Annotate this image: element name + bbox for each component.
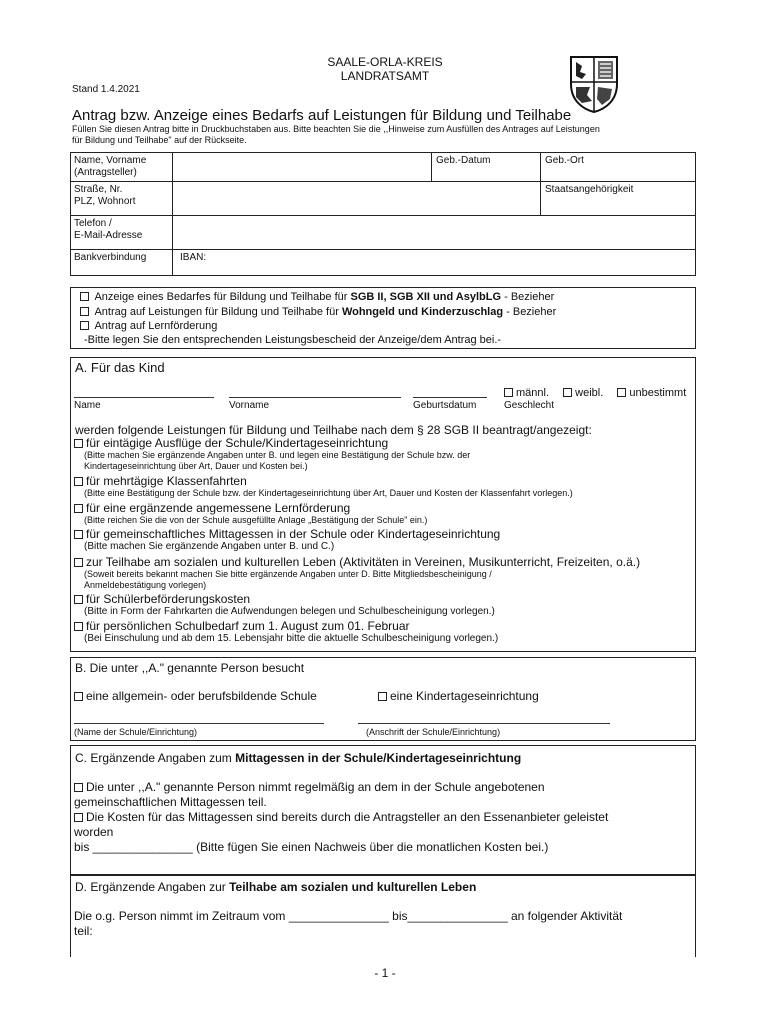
activity-period-line: Die o.g. Person nimmt im Zeitraum vom _______________ bis_______________ an folgender Aktivität [74,909,623,923]
benefit-note: (Bitte in Form der Fahrkarten die Aufwendungen belegen und Schulbescheinigung vorlegen.) [84,606,495,617]
name-label: Name, Vorname (Antragsteller) [74,155,147,178]
benefit-item [74,527,500,553]
option-wohngeld: Antrag auf Leistungen für Bildung und Teilhabe für Wohngeld und Kinderzuschlag - Bezieher [80,306,556,319]
kita-checkbox[interactable] [378,692,387,701]
section-c-heading: C. Ergänzende Angaben zum Mittagessen in der Schule/Kindertageseinrichtung [75,751,522,765]
lunch-line2: gemeinschaftlichen Mittagessen teil. [74,795,267,809]
school-checkbox[interactable] [74,692,83,701]
intro-line2: für Bildung und Teilhabe" auf der Rückseite. [72,135,247,145]
benefit-note: Anmeldebestätigung vorlegen) [84,580,207,590]
benefit-label: zur Teilhabe am sozialen und kulturellen Leben (Aktivitäten in Vereinen, Musikunterricht, Freizeiten, o.ä.) [86,555,641,569]
benefit-note: (Bei Einschulung und ab dem 15. Lebensjahr bitte die aktuelle Schulbescheinigung vorlegen.) [84,633,499,644]
male-checkbox[interactable] [504,388,513,397]
gender-options: männl. weibl. unbestimmt [504,387,686,400]
street-label: Straße, Nr. PLZ, Wohnort [74,184,136,207]
unspecified-checkbox[interactable] [617,388,626,397]
sgb-ii-checkbox[interactable] [80,292,89,301]
school-name-line[interactable] [74,723,324,724]
intro-line1: Füllen Sie diesen Antrag bitte in Druckbuchstaben aus. Bitte beachten Sie die ,,Hinweise zum Ausfüllen des Antrages auf Leistungen [72,124,600,134]
nationality-label: Staatsangehörigkeit [545,184,634,195]
org-line2: LANDRATSAMT [340,69,430,83]
bank-label: Bankverbindung [74,252,147,263]
school-address-line[interactable] [358,723,610,724]
lunch-line4: worden [74,825,114,839]
benefit-item [74,555,640,591]
stand-date: Stand 1.4.2021 [72,84,140,95]
benefit-label: für mehrtägige Klassenfahrten [86,474,247,488]
section-d-heading: D. Ergänzende Angaben zur Teilhabe am sozialen und kulturellen Leben [75,880,477,894]
benefit-item [74,619,498,645]
benefit-note: (Bitte eine Bestätigung der Schule bzw. der Kindertageseinrichtung über Art, Dauer und Kosten der Klassenfahrt vorlegen.) [84,488,573,498]
school-address-label: (Anschrift der Schule/Einrichtung) [366,727,501,737]
lunch-paid-checkbox[interactable] [74,813,83,822]
section-a-heading: A. Für das Kind [75,360,165,375]
phone-label: Telefon / E-Mail-Adresse [74,218,143,241]
child-vorname-label: Vorname [229,400,270,411]
applicant-name-field[interactable] [176,158,426,176]
benefit-label: für gemeinschaftliches Mittagessen in der Schule oder Kindertageseinrichtung [86,527,501,541]
benefit-note: (Bitte machen Sie ergänzende Angaben unter B. und legen eine Bestätigung der Schule bzw. der [84,450,471,460]
benefit-note: (Soweit bereits bekannt machen Sie bitte ergänzende Angaben unter D. Bitte Mitgliedsbescheinigung / [84,569,492,579]
lernfoerderung-checkbox[interactable] [80,321,89,330]
section-b-heading: B. Die unter ,,A." genannte Person besucht [75,661,305,675]
activity-line2: teil: [74,924,93,938]
benefit-label: für eine ergänzende angemessene Lernförderung [86,501,351,515]
benefit-item [74,501,427,526]
benefit-checkbox[interactable] [74,439,83,448]
benefit-item [74,474,573,499]
lunch-until-line: bis _______________ (Bitte fügen Sie einen Nachweis über die monatlichen Kosten bei.) [74,840,549,854]
type-note: -Bitte legen Sie den entsprechenden Leistungsbescheid der Anzeige/dem Antrag bei.- [84,334,502,346]
child-birthdate-label: Geburtsdatum [413,400,477,411]
benefit-note: Kindertageseinrichtung über Art, Dauer und Kosten bei.) [84,461,308,471]
wohngeld-checkbox[interactable] [80,307,89,316]
org-line1: SAALE-ORLA-KREIS [327,55,443,69]
option-lernfoerderung: Antrag auf Lernförderung [80,320,217,333]
option-sgb-ii: Anzeige eines Bedarfes für Bildung und Teilhabe für SGB II, SGB XII und AsylbLG - Bezieher [80,291,554,304]
child-name-label: Name [74,400,101,411]
child-birthdate-line[interactable] [413,397,487,398]
page-number: - 1 - [374,966,396,980]
benefit-note: (Bitte reichen Sie die von der Schule ausgefüllte Anlage „Bestätigung der Schule" ein.) [84,515,428,525]
benefit-checkbox[interactable] [74,595,83,604]
benefits-intro: werden folgende Leistungen für Bildung und Teilhabe nach dem § 28 SGB II beantragt/angezeigt: [75,423,592,437]
address-field[interactable] [176,190,531,208]
lunch-regular-checkbox[interactable] [74,783,83,792]
phone-email-field[interactable] [176,224,686,242]
option-kita: eine Kindertageseinrichtung [378,689,539,703]
benefit-checkbox[interactable] [74,530,83,539]
benefit-item [74,436,470,472]
birthplace-label: Geb.-Ort [545,155,584,166]
benefit-label: für Schülerbeförderungskosten [86,592,251,606]
coat-of-arms-icon [568,54,620,114]
lunch-paid-option: Die Kosten für das Mittagessen sind bereits durch die Antragsteller an den Essenanbieter geleistet [74,810,608,824]
benefit-checkbox[interactable] [74,558,83,567]
benefit-label: für eintägige Ausflüge der Schule/Kindertageseinrichtung [86,436,389,450]
benefit-item [74,592,495,618]
benefit-note: (Bitte machen Sie ergänzende Angaben unter B. und C.) [84,541,335,552]
school-name-label: (Name der Schule/Einrichtung) [74,727,198,737]
benefit-label: für persönlichen Schulbedarf zum 1. August zum 01. Februar [86,619,410,633]
benefit-checkbox[interactable] [74,622,83,631]
child-name-line[interactable] [74,397,214,398]
female-checkbox[interactable] [563,388,572,397]
iban-field[interactable] [210,252,686,270]
benefit-checkbox[interactable] [74,504,83,513]
org-name [0,55,770,83]
page-title: Antrag bzw. Anzeige eines Bedarfs auf Leistungen für Bildung und Teilhabe [72,107,572,124]
lunch-regular-option: Die unter ,,A." genannte Person nimmt regelmäßig an dem in der Schule angebotenen [74,780,545,794]
iban-label: IBAN: [180,252,207,263]
option-school: eine allgemein- oder berufsbildende Schule [74,689,317,703]
child-gender-label: Geschlecht [504,400,555,411]
benefit-checkbox[interactable] [74,477,83,486]
child-vorname-line[interactable] [229,397,401,398]
birthdate-label: Geb.-Datum [436,155,491,166]
